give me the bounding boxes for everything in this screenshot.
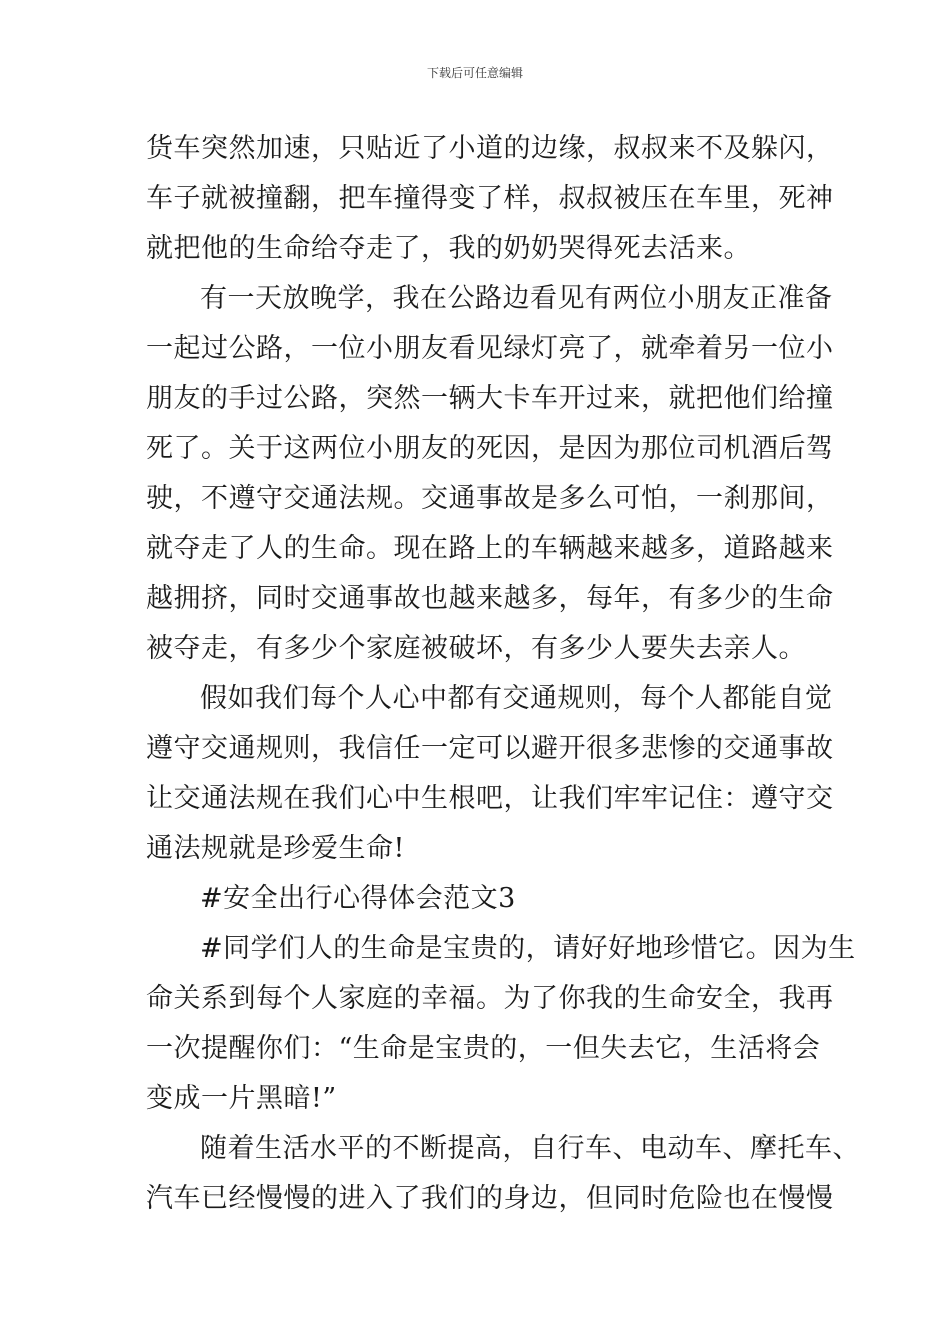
text-line: 货车突然加速，只贴近了小道的边缘，叔叔来不及躲闪， — [146, 133, 834, 164]
text-line: 一起过公路，一位小朋友看见绿灯亮了，就牵着另一位小 — [146, 333, 834, 364]
document-body — [146, 124, 860, 1224]
text-line: 被夺走，有多少个家庭被破坏，有多少人要失去亲人。 — [146, 633, 806, 664]
text-line: 变成一片黑暗!” — [146, 1083, 337, 1114]
text-line: 朋友的手过公路，突然一辆大卡车开过来，就把他们给撞 — [146, 383, 834, 414]
text-line: 通法规就是珍爱生命! — [146, 833, 405, 864]
text-line: 随着生活水平的不断提高，自行车、电动车、摩托车、 — [200, 1133, 860, 1164]
text-line: 一次提醒你们：“生命是宝贵的，一但失去它，生活将会 — [146, 1033, 821, 1064]
text-line: 驶，不遵守交通法规。交通事故是多么可怕，一刹那间， — [146, 483, 834, 514]
text-line: 让交通法规在我们心中生根吧，让我们牢牢记住：遵守交 — [146, 783, 834, 814]
text-line: 越拥挤，同时交通事故也越来越多，每年，有多少的生命 — [146, 583, 834, 614]
text-line: #安全出行心得体会范文3 — [200, 883, 516, 914]
text-line: 遵守交通规则，我信任一定可以避开很多悲惨的交通事故 — [146, 733, 834, 764]
page-header: 下载后可任意编辑 — [426, 66, 523, 80]
text-line: 有一天放晚学，我在公路边看见有两位小朋友正准备 — [200, 283, 833, 314]
text-line: 就把他的生命给夺走了，我的奶奶哭得死去活来。 — [146, 233, 751, 264]
text-line: 假如我们每个人心中都有交通规则，每个人都能自觉 — [200, 683, 833, 714]
text-line: 命关系到每个人家庭的幸福。为了你我的生命安全，我再 — [146, 983, 834, 1014]
text-line: 车子就被撞翻，把车撞得变了样，叔叔被压在车里，死神 — [146, 183, 834, 214]
text-line: #同学们人的生命是宝贵的，请好好地珍惜它。因为生 — [200, 933, 856, 964]
text-line: 就夺走了人的生命。现在路上的车辆越来越多，道路越来 — [146, 533, 834, 564]
text-line: 汽车已经慢慢的进入了我们的身边，但同时危险也在慢慢 — [146, 1183, 834, 1214]
text-line: 死了。关于这两位小朋友的死因，是因为那位司机酒后驾 — [146, 433, 834, 464]
